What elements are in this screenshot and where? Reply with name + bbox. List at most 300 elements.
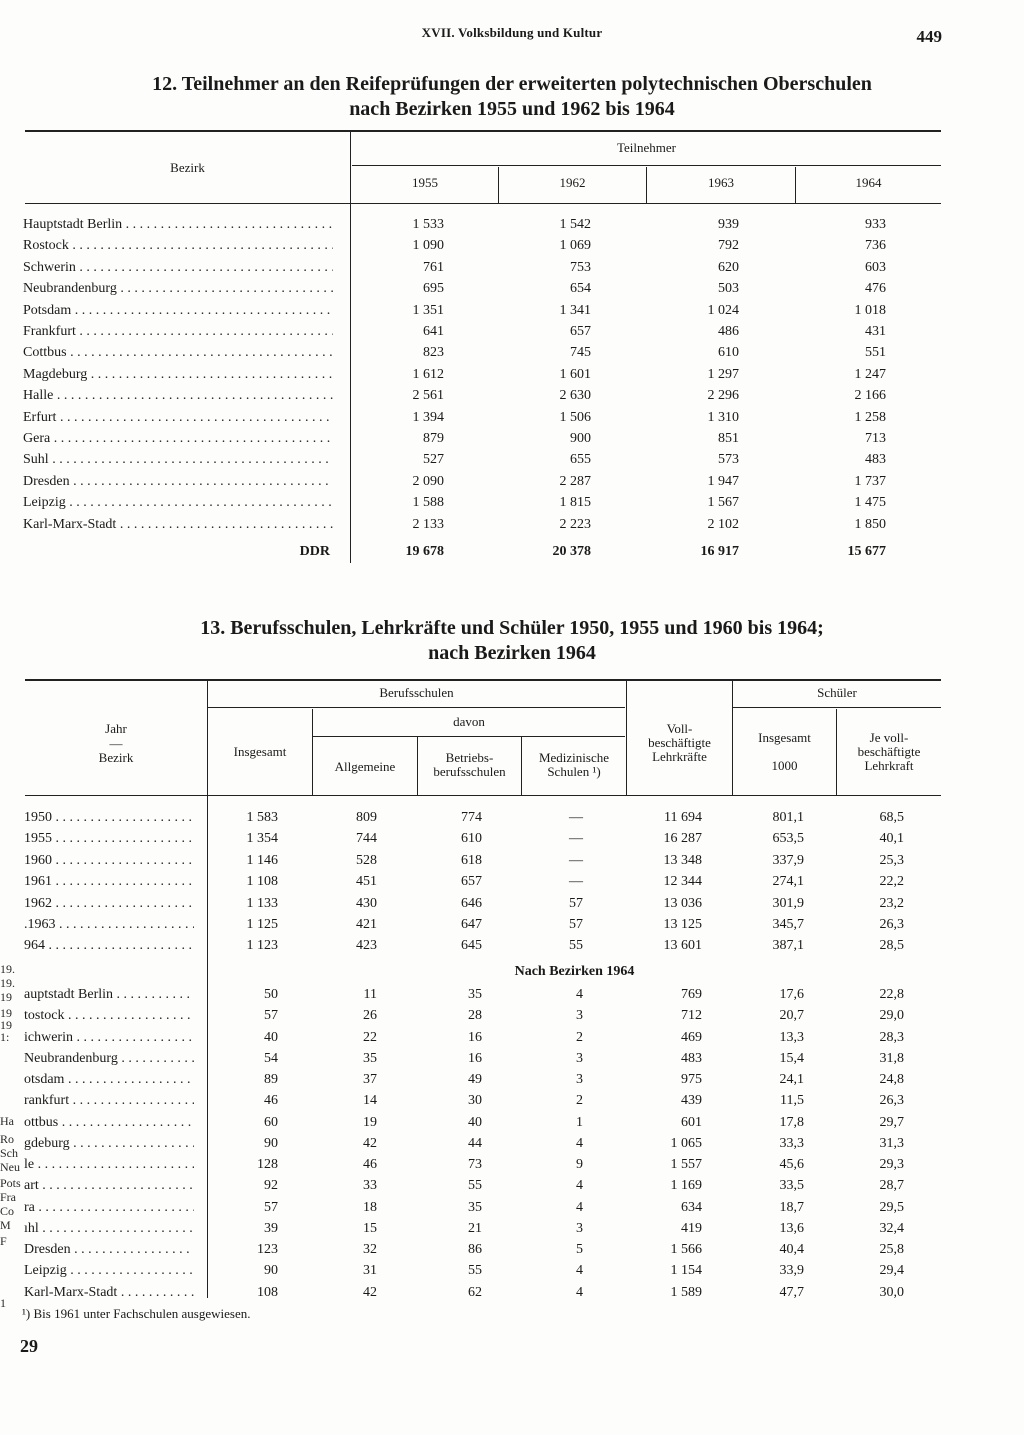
table13-row — [0, 1112, 1024, 1133]
table12-cell: 483 — [865, 452, 886, 468]
table12-cell: 551 — [865, 345, 886, 361]
table12-cell: 2 561 — [412, 388, 444, 404]
table13-cell: 3 — [576, 1072, 583, 1087]
table12-cell: 695 — [423, 281, 444, 297]
table13-row — [0, 935, 1024, 956]
row-label-text: Rostock . . . — [23, 238, 333, 253]
table12-cell: 736 — [865, 238, 886, 254]
table12-cell: 745 — [570, 345, 591, 361]
table12-cell: 713 — [865, 431, 886, 446]
table13-cell: 1 566 — [670, 1242, 702, 1257]
table13-cell: 439 — [681, 1093, 702, 1109]
table13-title-line1: 13. Berufsschulen, Lehrkräfte und Schüler 1950, 1955 und 1960 bis 1964; — [200, 617, 824, 639]
header-line: Insgesamt — [758, 730, 811, 745]
table13-cell: 44 — [468, 1135, 482, 1151]
table13-cell: 601 — [681, 1114, 702, 1130]
table13-jahr-header: Jahr — [105, 721, 127, 736]
table13-cell: 430 — [356, 895, 377, 911]
row-label-text: art . . . — [24, 1178, 194, 1193]
table13-cell: 40 — [468, 1114, 482, 1130]
table12-bezirk-header: Bezirk — [170, 160, 205, 175]
table13-row-label — [24, 807, 194, 828]
margin-fragment: Fra — [0, 1190, 16, 1204]
margin-fragment: Neu — [0, 1160, 20, 1174]
table12-cell: 1 850 — [854, 516, 886, 532]
table13-row — [0, 1218, 1024, 1239]
margin-fragment: 19 — [0, 990, 12, 1004]
table13-cell: 32 — [363, 1242, 377, 1257]
table13-cell: 33,5 — [779, 1178, 804, 1194]
table13-cell: 769 — [681, 987, 702, 1002]
table12-cell: 2 166 — [854, 388, 886, 404]
table12-cell: 1 612 — [412, 366, 444, 382]
table12-cell: 20 378 — [552, 544, 591, 559]
table12-cell: 503 — [718, 281, 739, 297]
table13-cell: 24,1 — [779, 1072, 804, 1087]
table13-cell: 975 — [681, 1072, 702, 1087]
table13-cell: 28,7 — [879, 1178, 904, 1194]
table12-cell: 1 542 — [559, 217, 591, 232]
table13-cell: 4 — [576, 1284, 583, 1300]
table13-section-label: Nach Bezirken 1964 — [514, 964, 635, 979]
table13-cell: 801,1 — [772, 810, 804, 825]
table13-bezirk-header: Bezirk — [98, 750, 134, 765]
row-label-text: Leipzig . . . — [24, 1263, 194, 1278]
table12-row-label — [23, 385, 333, 406]
table12-cell: 1 297 — [707, 366, 739, 382]
row-label-text: Gera . . . — [23, 431, 333, 446]
table13-cell: — — [569, 852, 583, 868]
table13-cell: 68,5 — [879, 810, 904, 825]
table12-cell: 1 090 — [412, 238, 444, 254]
table13-cell: 35 — [363, 1050, 377, 1066]
table12-cell: 1 533 — [412, 217, 444, 232]
table13-cell: 423 — [356, 938, 377, 954]
table12-row — [0, 514, 1024, 535]
table13-cell: 1 123 — [246, 938, 278, 954]
table13-row — [0, 828, 1024, 849]
table12-cell: 1 394 — [412, 409, 444, 425]
footnote: ¹) Bis 1961 unter Fachschulen ausgewiesen. — [22, 1306, 251, 1321]
table13-cell: 11 694 — [664, 810, 702, 825]
table13-cell: 73 — [468, 1157, 482, 1172]
table13-row-label — [24, 850, 194, 871]
row-label-text: Karl-Marx-Stadt . . . — [24, 1285, 194, 1300]
table13-title — [0, 616, 1024, 666]
table12-cell: 792 — [718, 238, 739, 254]
table13-row-label — [24, 1154, 194, 1175]
row-label-text: Halle . . . — [23, 388, 333, 403]
header-line: Voll- — [666, 721, 693, 736]
table13-cell: 387,1 — [772, 938, 804, 954]
table13-row — [0, 1005, 1024, 1026]
table13-davon-header: davon — [453, 714, 485, 729]
table13-row — [0, 1197, 1024, 1218]
table13-cell: 809 — [356, 810, 377, 825]
table13-cell: 45,6 — [779, 1157, 804, 1172]
table13-cell: 4 — [576, 1199, 583, 1215]
table13-cell: 15,4 — [779, 1050, 804, 1066]
table13-cell: 22 — [363, 1029, 377, 1045]
table13-cell: 645 — [461, 938, 482, 954]
margin-fragment: 19 — [0, 1018, 12, 1032]
table13-cell: 25,3 — [879, 852, 904, 868]
table13-cell: 50 — [264, 987, 278, 1002]
table13-header-rule — [25, 795, 941, 796]
header-line: Lehrkräfte — [652, 749, 707, 764]
table13-cell: 55 — [569, 938, 583, 954]
table13-row-label — [24, 935, 194, 956]
table12-cell: 1 069 — [559, 238, 591, 254]
table13-row — [0, 871, 1024, 892]
table13-cell: 712 — [681, 1008, 702, 1024]
table13-cell: 2 — [576, 1029, 583, 1045]
row-label-text: 1960 . . . — [24, 853, 194, 868]
table12-row — [0, 235, 1024, 256]
table13-cell: — — [569, 874, 583, 890]
table12-cell: 1 815 — [559, 495, 591, 511]
table13-cell: 33,9 — [779, 1263, 804, 1279]
row-label-text: gdeburg . . . — [24, 1136, 194, 1151]
table13-cell: 46 — [264, 1093, 278, 1109]
table12-cell: 900 — [570, 431, 591, 446]
table13-cell: 653,5 — [772, 831, 804, 847]
table13-cell: 29,3 — [879, 1157, 904, 1172]
table13-cell: 13,3 — [779, 1029, 804, 1045]
table13-cell: 419 — [681, 1220, 702, 1236]
table13-cell: 60 — [264, 1114, 278, 1130]
table13-cell: 89 — [264, 1072, 278, 1087]
table12-row-label — [23, 278, 333, 299]
table13-cell: 40,4 — [779, 1242, 804, 1257]
row-label-text: ichwerin . . . — [24, 1030, 194, 1045]
table13-cell: 1 108 — [246, 874, 278, 890]
row-label-text: le . . . — [24, 1157, 194, 1172]
table13-row — [0, 1282, 1024, 1303]
margin-fragment: 19. — [0, 976, 15, 990]
margin-fragment: Sch — [0, 1146, 18, 1160]
table12-title-line1: 12. Teilnehmer an den Reifeprüfungen der erweiterten polytechnischen Oberschulen — [152, 73, 872, 95]
table13-cell: 26,3 — [879, 917, 904, 932]
table12-cell: 1 341 — [559, 302, 591, 318]
table12-year-header: 1962 — [559, 175, 586, 190]
table12-cell: 1 588 — [412, 495, 444, 511]
table12-cell: 1 351 — [412, 302, 444, 318]
table13-cell: 31 — [363, 1263, 377, 1279]
header-unit: 1000 — [771, 758, 798, 773]
table13-cell: 28 — [468, 1008, 482, 1024]
table12-top-rule — [25, 130, 941, 132]
table13-cell: 12 344 — [663, 874, 702, 890]
row-label-text: otsdam . . . — [24, 1072, 194, 1087]
table13-cell: 13 348 — [663, 852, 702, 868]
table12-cell: 19 678 — [405, 544, 444, 559]
table13-schueler-header: Schüler — [817, 685, 857, 700]
table13-row — [0, 1133, 1024, 1154]
header-line: berufsschulen — [433, 764, 506, 779]
table13-cell: 47,7 — [779, 1284, 804, 1300]
table12-row — [0, 321, 1024, 342]
table12-row — [0, 407, 1024, 428]
table13-row — [0, 893, 1024, 914]
table13-row — [0, 1175, 1024, 1196]
table12-cell: 761 — [423, 259, 444, 275]
table13-cell: 1 589 — [670, 1284, 702, 1300]
table12-cell: 1 018 — [854, 302, 886, 318]
table13-cell: 647 — [461, 917, 482, 932]
table13-cell: 29,7 — [879, 1114, 904, 1130]
table13-cell: 18 — [363, 1199, 377, 1215]
table13-row-label — [24, 1027, 194, 1048]
table12-cell: 641 — [423, 324, 444, 339]
table12-row-label — [23, 471, 333, 492]
table13-row — [0, 1239, 1024, 1260]
table13-cell: 1 125 — [246, 917, 278, 932]
table13-cell: 30 — [468, 1093, 482, 1109]
table12-cell: 823 — [423, 345, 444, 361]
table13-cell: 57 — [569, 917, 583, 932]
row-label-text: 1961 . . . — [24, 874, 194, 889]
table13-row-label — [24, 1260, 194, 1281]
table13-cell: 92 — [264, 1178, 278, 1194]
table13-cell: 657 — [461, 874, 482, 890]
table12-cell: 1 506 — [559, 409, 591, 425]
row-label-text: ıhl . . . — [24, 1221, 194, 1236]
table13-cell: 3 — [576, 1220, 583, 1236]
table13-cell: 610 — [461, 831, 482, 847]
table13-row-label — [24, 828, 194, 849]
table13-cell: 22,2 — [879, 874, 904, 890]
table13-cell: 1 065 — [670, 1135, 702, 1151]
row-label-text: Dresden . . . — [23, 474, 333, 489]
table12-year-header: 1963 — [708, 175, 734, 190]
table13-betriebsberufsschulen-header — [418, 751, 521, 779]
table12-row-label — [23, 257, 333, 278]
table13-row-label — [24, 871, 194, 892]
table13-cell: 26,3 — [879, 1093, 904, 1109]
table13-row-label — [24, 1112, 194, 1133]
table12-cell: 603 — [865, 259, 886, 275]
row-label-text: .1963 . . . — [24, 917, 194, 932]
table12-cell: 2 296 — [707, 388, 739, 404]
table13-cell: 11,5 — [780, 1093, 804, 1109]
table12-group-header: Teilnehmer — [616, 140, 676, 155]
table13-cell: 32,4 — [879, 1220, 904, 1236]
row-label-text: 1950 . . . — [24, 810, 194, 825]
table13-cell: 31,3 — [879, 1135, 904, 1151]
table13-row — [0, 1260, 1024, 1281]
table13-cell: 39 — [264, 1220, 278, 1236]
row-label-text: Cottbus . . . — [23, 345, 333, 360]
row-label-text: Karl-Marx-Stadt . . . — [23, 517, 333, 532]
header-line: Betriebs- — [445, 750, 494, 765]
row-label-text: 1955 . . . — [24, 831, 194, 846]
table13-cell: 15 — [363, 1220, 377, 1236]
table13-cell: 29,5 — [879, 1199, 904, 1215]
table12-row-label — [23, 300, 333, 321]
table12-header-rule — [25, 203, 941, 204]
table13-row-label — [24, 1005, 194, 1026]
table13-cell: 13,6 — [779, 1220, 804, 1236]
table12-row-label — [23, 407, 333, 428]
table13-cell: 4 — [576, 1263, 583, 1279]
table13-cell: 744 — [356, 831, 377, 847]
table13-cell: 128 — [257, 1157, 278, 1172]
table12-cell: 2 223 — [559, 516, 591, 532]
table12-group-rule — [352, 165, 941, 166]
table12-row-label — [23, 342, 333, 363]
row-label-text: Hauptstadt Berlin . . . — [23, 217, 333, 232]
table13-cell: 29,0 — [879, 1008, 904, 1024]
table13-cell: 42 — [363, 1284, 377, 1300]
row-label-text: 1962 . . . — [24, 896, 194, 911]
table13-cell: 274,1 — [772, 874, 804, 890]
margin-fragment: 19. — [0, 962, 15, 976]
table13-cell: 28,3 — [879, 1029, 904, 1045]
table13-cell: 1 — [576, 1114, 583, 1130]
table12-cell: 939 — [718, 217, 739, 232]
table13-cell: 57 — [569, 895, 583, 911]
row-label-text: DDR — [299, 544, 330, 559]
table12-cell: 476 — [865, 281, 886, 297]
table12-cell: 2 133 — [412, 516, 444, 532]
table13-cell: 86 — [468, 1242, 482, 1257]
table13-cell: 33 — [363, 1178, 377, 1194]
table12-row-label — [23, 235, 333, 256]
table12-year-header: 1955 — [412, 175, 438, 190]
table12-row-label — [23, 214, 333, 235]
table13-row — [0, 1069, 1024, 1090]
table13-cell: 31,8 — [879, 1050, 904, 1066]
table12-cell: 753 — [570, 259, 591, 275]
table13-cell: 19 — [363, 1114, 377, 1130]
table13-cell: 3 — [576, 1050, 583, 1066]
table13-cell: 22,8 — [879, 987, 904, 1002]
table13-cell: 40 — [264, 1029, 278, 1045]
margin-fragment: 1: — [0, 1030, 10, 1044]
table13-row-label — [24, 1069, 194, 1090]
table12-cell: 655 — [570, 452, 591, 468]
margin-fragment: Co — [0, 1204, 15, 1218]
table13-davon-rule — [313, 736, 625, 737]
table13-cell: 23,2 — [879, 895, 904, 911]
table13-cell: 55 — [468, 1178, 482, 1194]
table13-row-label — [24, 1175, 194, 1196]
table13-row-label — [24, 1133, 194, 1154]
table12-cell: 15 677 — [847, 544, 886, 559]
table12-cell: 933 — [865, 217, 886, 232]
table13-insgesamt-header: Insgesamt — [233, 744, 287, 759]
table13-cell: 20,7 — [779, 1008, 804, 1024]
table13-row — [0, 1154, 1024, 1175]
table12-row — [0, 385, 1024, 406]
table13-cell: 2 — [576, 1093, 583, 1109]
table12-row — [0, 428, 1024, 449]
margin-fragment: 19 — [0, 1006, 12, 1020]
table13-cell: 5 — [576, 1242, 583, 1257]
table12-row — [0, 257, 1024, 278]
table13-cell: 11 — [363, 987, 377, 1002]
footer-signature-number: 29 — [20, 1336, 38, 1356]
table12-cell: 486 — [718, 324, 739, 339]
table13-cell: 337,9 — [772, 852, 804, 868]
table13-row-label — [24, 1218, 194, 1239]
row-label-text: Erfurt . . . — [23, 410, 333, 425]
table12-row-label — [25, 541, 330, 562]
table13-cell: 13 036 — [663, 895, 702, 911]
table13-cell: 108 — [257, 1284, 278, 1300]
table12-row — [0, 449, 1024, 470]
table12-cell: 657 — [570, 324, 591, 339]
table12-cell: 2 287 — [559, 473, 591, 489]
table12-cell: 1 737 — [854, 473, 886, 489]
row-label-text: ra . . . — [24, 1200, 194, 1215]
table13-cell: 13 125 — [663, 917, 702, 932]
table13-cell: 26 — [363, 1008, 377, 1024]
table12-cell: 2 630 — [559, 388, 591, 404]
table12-cell: 654 — [570, 281, 591, 297]
table12-row-label — [23, 428, 333, 449]
table13-cell: 4 — [576, 1135, 583, 1151]
table13-cell: 1 133 — [246, 895, 278, 911]
table13-cell: 42 — [363, 1135, 377, 1151]
margin-fragment: Pots — [0, 1176, 21, 1190]
row-label-text: Magdeburg . . . — [23, 367, 333, 382]
margin-fragment: Ha — [0, 1114, 14, 1128]
table12-row-label — [23, 364, 333, 385]
table12-cell: 1 567 — [707, 495, 739, 511]
table13-cell: 421 — [356, 917, 377, 932]
table12-cell: 610 — [718, 345, 739, 361]
row-label-text: rankfurt . . . — [24, 1093, 194, 1108]
table13-cell: 54 — [264, 1050, 278, 1066]
table12-cell: 527 — [423, 452, 444, 468]
table12-cell: 2 090 — [412, 473, 444, 489]
table13-row-label — [24, 1239, 194, 1260]
table13-cell: 90 — [264, 1135, 278, 1151]
row-label-text: Frankfurt . . . — [23, 324, 333, 339]
table13-berufsschulen-rule — [208, 707, 625, 708]
table12-cell: 1 024 — [707, 302, 739, 318]
table12-row-label — [23, 449, 333, 470]
table13-cell: 35 — [468, 1199, 482, 1215]
table13-cell: 646 — [461, 895, 482, 911]
table13-cell: 14 — [363, 1093, 377, 1109]
header-line: beschäftigte — [648, 735, 711, 750]
table13-top-rule — [25, 679, 941, 681]
table13-cell: 55 — [468, 1263, 482, 1279]
row-label-text: tostock . . . — [24, 1008, 194, 1023]
row-label-text: Leipzig . . . — [23, 495, 333, 510]
table12-cell: 1 247 — [854, 366, 886, 382]
table12-cell: 16 917 — [700, 544, 739, 559]
row-label-text: Potsdam . . . — [23, 303, 333, 318]
table13-row — [0, 1048, 1024, 1069]
table13-cell: — — [569, 831, 583, 847]
table12-row — [0, 214, 1024, 235]
table13-cell: 451 — [356, 874, 377, 890]
table13-schueler-insgesamt-header — [733, 731, 836, 773]
header-line: Lehrkraft — [864, 758, 914, 773]
table13-cell: 4 — [576, 1178, 583, 1194]
table13-cell: 18,7 — [779, 1199, 804, 1215]
table12-cell: 1 601 — [559, 366, 591, 382]
table13-cell: 57 — [264, 1008, 278, 1024]
table13-cell: 28,5 — [879, 938, 904, 954]
table13-row — [0, 807, 1024, 828]
table13-cell: 483 — [681, 1050, 702, 1066]
table13-row-label — [24, 1197, 194, 1218]
